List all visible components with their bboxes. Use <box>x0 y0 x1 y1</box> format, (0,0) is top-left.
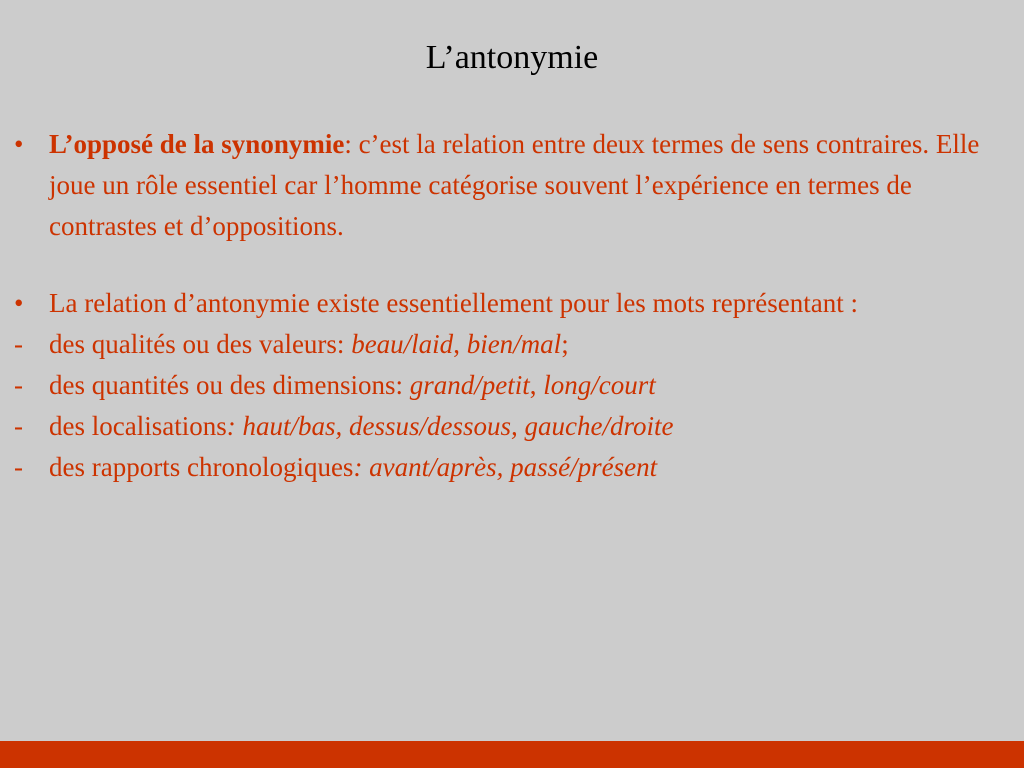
example-words: : haut/bas, dessus/dessous, gauche/droite <box>226 411 674 441</box>
bullet-term: L’opposé de la synonymie <box>49 129 345 159</box>
sub-item-text: des localisations <box>49 411 227 441</box>
example-separator: , <box>529 370 544 400</box>
slide-content <box>0 124 1024 488</box>
dash-marker: - <box>14 452 23 482</box>
sub-item-qualities <box>0 324 1024 365</box>
sub-item-locations <box>0 406 1024 447</box>
dash-marker: - <box>14 411 23 441</box>
example-word: grand/petit <box>409 370 530 400</box>
example-separator: , <box>453 329 467 359</box>
example-word: beau/laid <box>351 329 454 359</box>
bullet-text: La relation d’antonymie existe essentiellement pour les mots représentant : <box>49 288 858 318</box>
bullet-marker: • <box>14 129 24 159</box>
example-word: long/court <box>543 370 656 400</box>
bullet-marker: • <box>14 288 24 318</box>
example-word: bien/mal <box>466 329 562 359</box>
sub-item-text: des quantités ou des dimensions: <box>49 370 410 400</box>
bullet-item <box>0 124 1024 247</box>
bullet-text: : c’est la relation entre deux termes de sens contraires. Elle joue un rôle essentiel car l’homme catégorise souvent l’expérience en termes de contrastes et d’oppositions. <box>49 129 980 241</box>
bottom-accent-bar <box>0 741 1024 768</box>
sub-item-chronology <box>0 447 1024 488</box>
sub-item-text: des rapports chronologiques <box>49 452 354 482</box>
sub-item-quantities <box>0 365 1024 406</box>
bullet-item <box>0 283 1024 324</box>
sub-item-end: ; <box>561 329 569 359</box>
example-words: : avant/après, passé/présent <box>353 452 658 482</box>
dash-marker: - <box>14 370 23 400</box>
spacer <box>0 247 1024 283</box>
sub-item-text: des qualités ou des valeurs: <box>49 329 352 359</box>
dash-marker: - <box>14 329 23 359</box>
slide-title: L’antonymie <box>425 39 599 76</box>
